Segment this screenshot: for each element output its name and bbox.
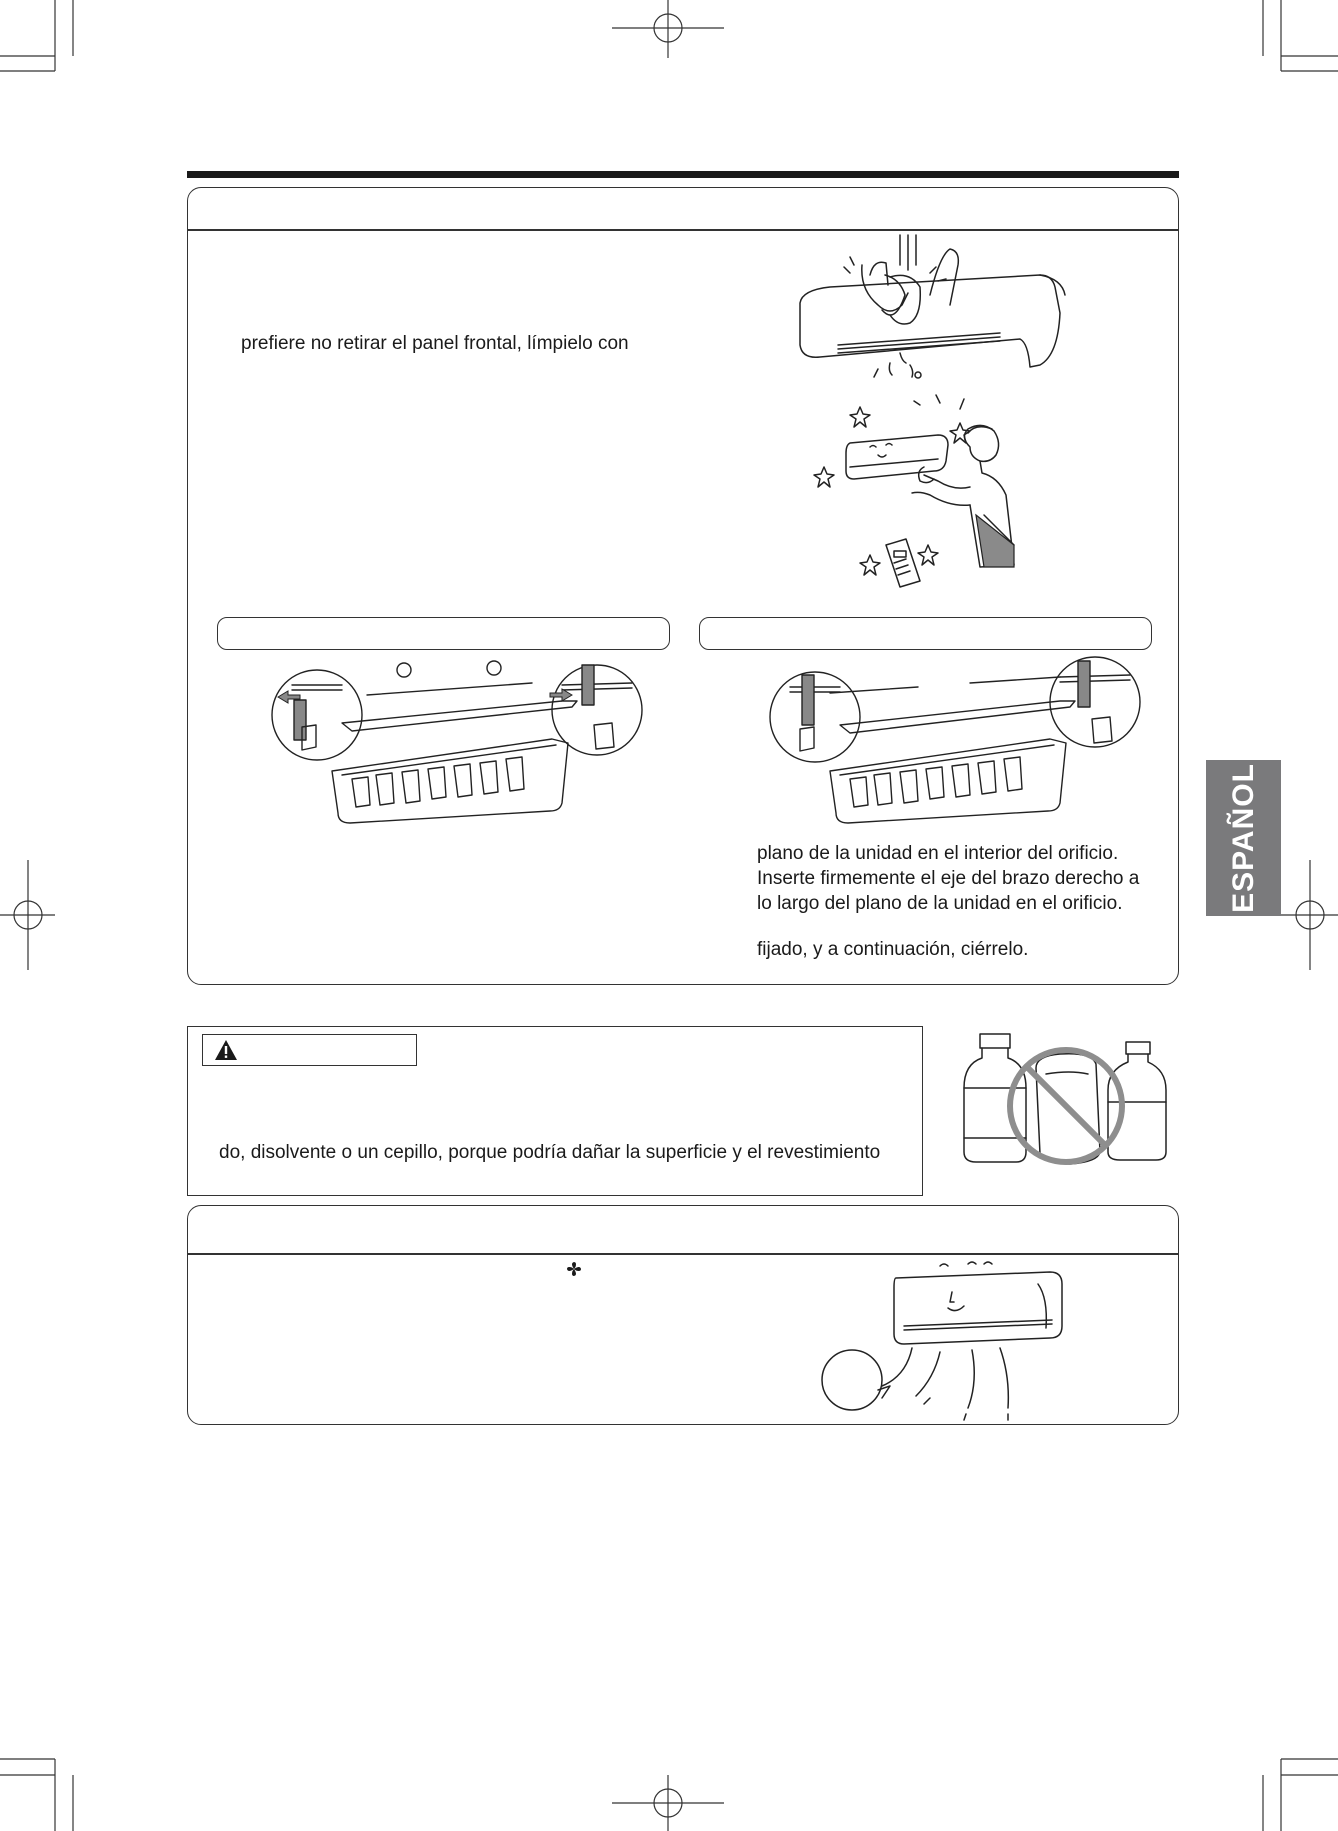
fan-icon — [566, 1261, 582, 1277]
language-tab — [1206, 760, 1281, 916]
no-solvents-illustration — [960, 1028, 1170, 1178]
cleaning-text-line: prefiere no retirar el panel frontal, límpielo con — [241, 333, 629, 354]
left-arm-subheading-box — [217, 617, 670, 650]
fan-section-header-line — [188, 1253, 1178, 1255]
cleaning-section-header-line — [188, 229, 1178, 231]
panel-removal-illustration — [272, 655, 644, 825]
section-rule — [187, 171, 1179, 178]
panel-washing-illustration — [790, 235, 1070, 400]
caution-text-line: do, disolvente o un cepillo, porque podría dañar la superficie y el revestimiento — [219, 1142, 881, 1163]
install-close-text: fijado, y a continuación, ciérrelo. — [757, 939, 1029, 960]
right-arm-subheading-box — [699, 617, 1152, 650]
install-text-line-1: plano de la unidad en el interior del orificio. — [757, 843, 1119, 864]
wiping-unit-illustration — [820, 395, 1020, 605]
caution-label-box — [202, 1034, 417, 1066]
install-text-line-2: Inserte firmemente el eje del brazo derecho a — [757, 868, 1140, 889]
language-tab-label: ESPAÑOL — [1226, 763, 1260, 913]
panel-install-illustration — [770, 655, 1142, 825]
warning-triangle-icon — [214, 1039, 238, 1061]
install-text-line-3: lo largo del plano de la unidad en el orificio. — [757, 893, 1123, 914]
fan-unit-illustration — [812, 1258, 1072, 1420]
